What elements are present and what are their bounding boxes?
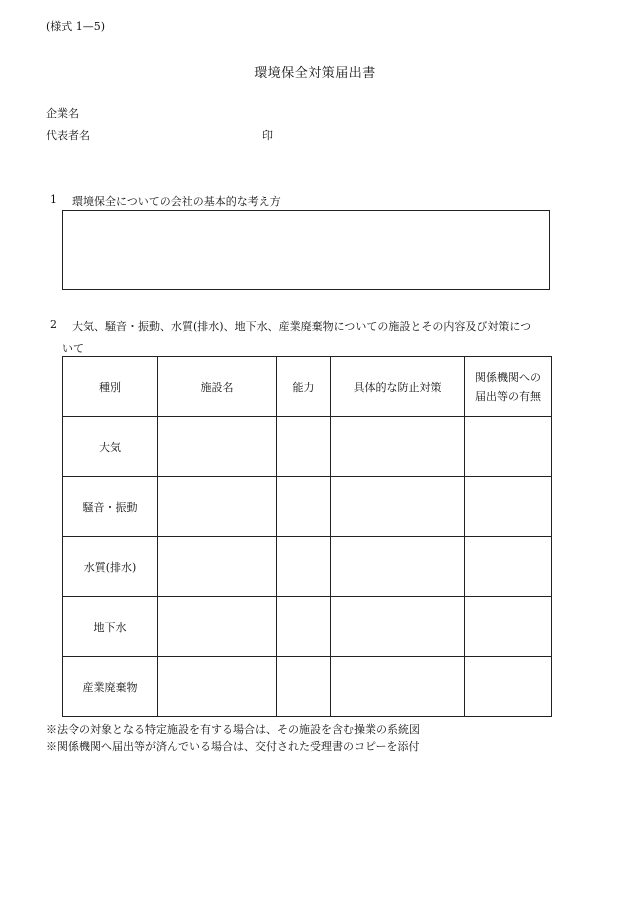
table-row: [63, 417, 552, 477]
measures-cell[interactable]: [331, 417, 465, 477]
company-name-label: 企業名: [46, 107, 79, 120]
facility-cell[interactable]: [158, 657, 277, 717]
capacity-cell[interactable]: [277, 597, 331, 657]
representative-name-label: 代表者名: [46, 129, 90, 142]
measures-cell[interactable]: [331, 597, 465, 657]
facility-cell[interactable]: [158, 417, 277, 477]
capacity-cell[interactable]: [277, 477, 331, 537]
basic-policy-box[interactable]: [62, 210, 550, 290]
table-row: [63, 477, 552, 537]
row-type-groundwater: 地下水: [63, 597, 158, 657]
capacity-cell[interactable]: [277, 657, 331, 717]
table-row: [63, 597, 552, 657]
note-system-diagram: ※法令の対象となる特定施設を有する場合は、その施設を含む操業の系統図: [46, 723, 420, 736]
facility-cell[interactable]: [158, 477, 277, 537]
notification-cell[interactable]: [465, 657, 552, 717]
form-number: (様式 1—5): [46, 20, 106, 33]
notification-cell[interactable]: [465, 477, 552, 537]
row-type-air: 大気: [63, 417, 158, 477]
header-capacity: 能力: [277, 357, 331, 417]
notification-cell[interactable]: [465, 597, 552, 657]
notification-cell[interactable]: [465, 537, 552, 597]
seal-mark: 印: [262, 129, 273, 142]
capacity-cell[interactable]: [277, 537, 331, 597]
header-type: 種別: [63, 357, 158, 417]
measures-cell[interactable]: [331, 477, 465, 537]
section2-heading-continued: いて: [62, 342, 84, 355]
section2-heading: 大気、騒音・振動、水質(排水)、地下水、産業廃棄物についての施設とその内容及び対策につ: [72, 320, 532, 333]
measures-table: [62, 356, 552, 717]
section1-heading: 環境保全についての会社の基本的な考え方: [72, 195, 281, 208]
header-facility: 施設名: [158, 357, 277, 417]
table-header-row: [63, 357, 552, 417]
header-notification-line1: 関係機関への: [475, 370, 541, 384]
facility-cell[interactable]: [158, 597, 277, 657]
header-notification: [465, 357, 552, 417]
row-type-waste: 産業廃棄物: [63, 657, 158, 717]
facility-cell[interactable]: [158, 537, 277, 597]
measures-cell[interactable]: [331, 657, 465, 717]
table-row: [63, 657, 552, 717]
section1-number: 1: [50, 193, 57, 206]
capacity-cell[interactable]: [277, 417, 331, 477]
row-type-water: 水質(排水): [63, 537, 158, 597]
notification-cell[interactable]: [465, 417, 552, 477]
row-type-noise: 騒音・振動: [63, 477, 158, 537]
measures-cell[interactable]: [331, 537, 465, 597]
table-row: [63, 537, 552, 597]
header-measures: 具体的な防止対策: [331, 357, 465, 417]
note-receipt-copy: ※関係機関へ届出等が済んでいる場合は、交付された受理書のコピーを添付: [46, 740, 420, 753]
section2-number: 2: [50, 318, 57, 331]
document-title: 環境保全対策届出書: [254, 66, 376, 81]
header-notification-line2: 届出等の有無: [475, 389, 541, 403]
